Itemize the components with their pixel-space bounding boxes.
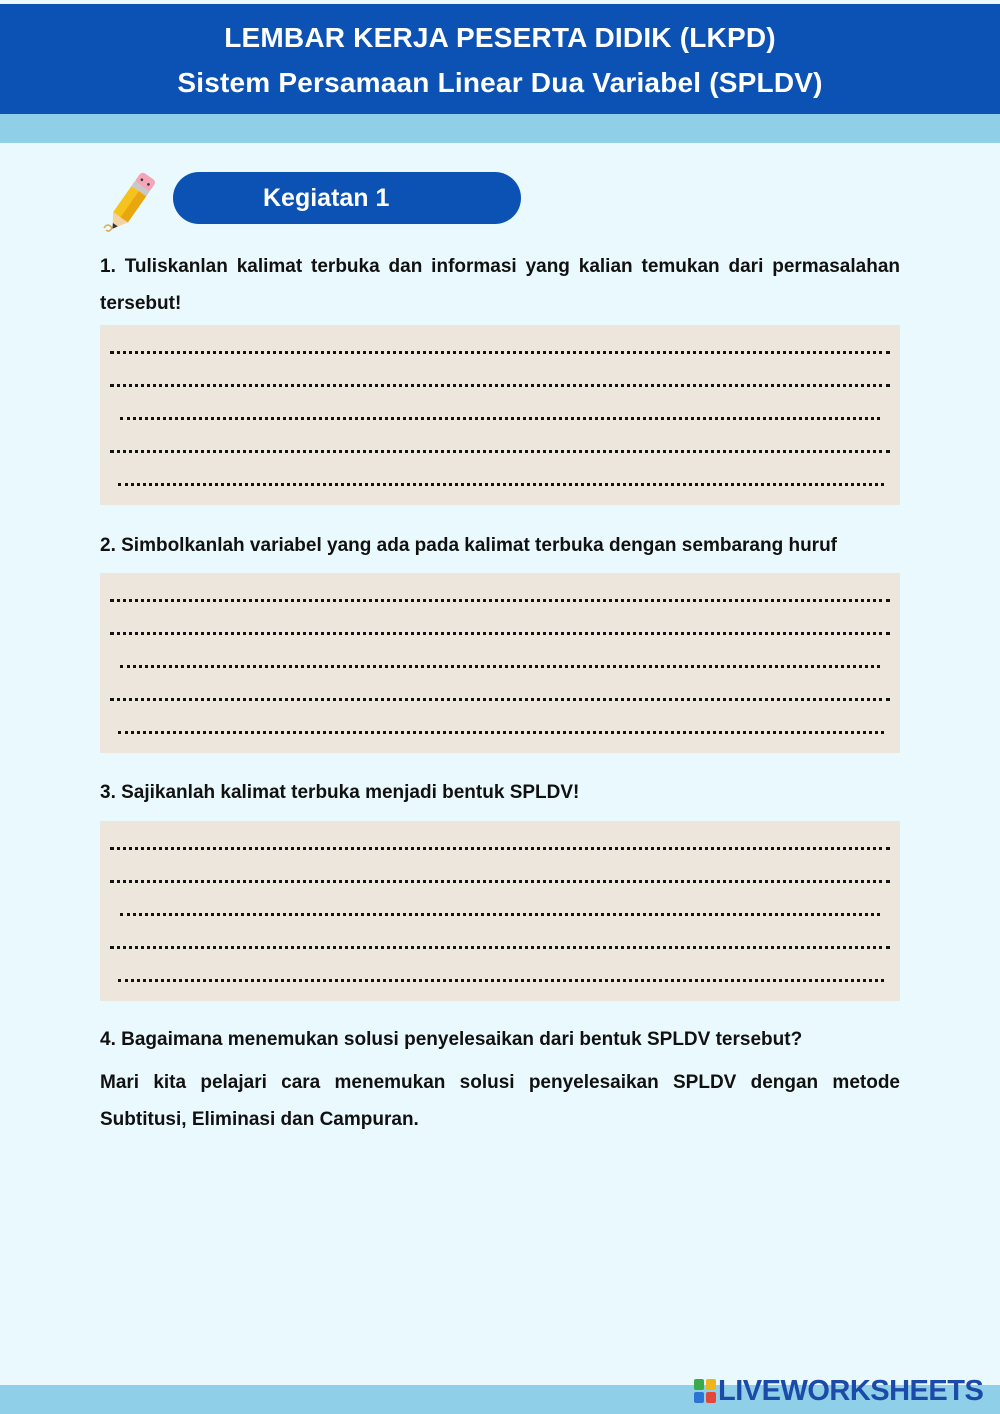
question-3: 3. Sajikanlah kalimat terbuka menjadi bentuk SPLDV! — [100, 782, 580, 803]
header-stripe — [0, 114, 1000, 143]
answer-box-3[interactable] — [100, 821, 900, 1001]
activity-label: Kegiatan 1 — [173, 172, 521, 224]
liveworksheets-icon — [694, 1379, 716, 1403]
closing-text: Mari kita pelajari cara menemukan solusi penyelesaikan SPLDV dengan metode Subtitusi, Eliminasi dan Campuran. — [100, 1072, 900, 1130]
answer-line — [118, 731, 884, 734]
answer-line — [118, 979, 884, 982]
question-2: 2. Simbolkanlah variabel yang ada pada kalimat terbuka dengan sembarang huruf — [100, 535, 838, 556]
brand-name: LIVEWORKSHEETS — [718, 1375, 984, 1407]
answer-line — [110, 384, 890, 387]
answer-line — [120, 417, 880, 420]
question-4: 4. Bagaimana menemukan solusi penyelesaikan dari bentuk SPLDV tersebut? — [100, 1029, 803, 1050]
answer-line — [110, 880, 890, 883]
answer-line — [110, 351, 890, 354]
question-1: 1. Tuliskanlan kalimat terbuka dan informasi yang kalian temukan dari permasalahan tersebut! — [100, 256, 900, 314]
answer-line — [110, 450, 890, 453]
answer-line — [120, 665, 880, 668]
answer-line — [110, 632, 890, 635]
header-banner — [0, 4, 1000, 114]
answer-box-2[interactable] — [100, 573, 900, 753]
answer-line — [120, 913, 880, 916]
answer-line — [110, 599, 890, 602]
pencil-icon — [98, 166, 162, 238]
answer-line — [110, 847, 890, 850]
answer-line — [110, 698, 890, 701]
worksheet-title: LEMBAR KERJA PESERTA DIDIK (LKPD) — [224, 22, 776, 53]
answer-line — [118, 483, 884, 486]
answer-line — [110, 946, 890, 949]
answer-box-1[interactable] — [100, 325, 900, 505]
worksheet-subtitle: Sistem Persamaan Linear Dua Variabel (SPLDV) — [177, 67, 823, 98]
